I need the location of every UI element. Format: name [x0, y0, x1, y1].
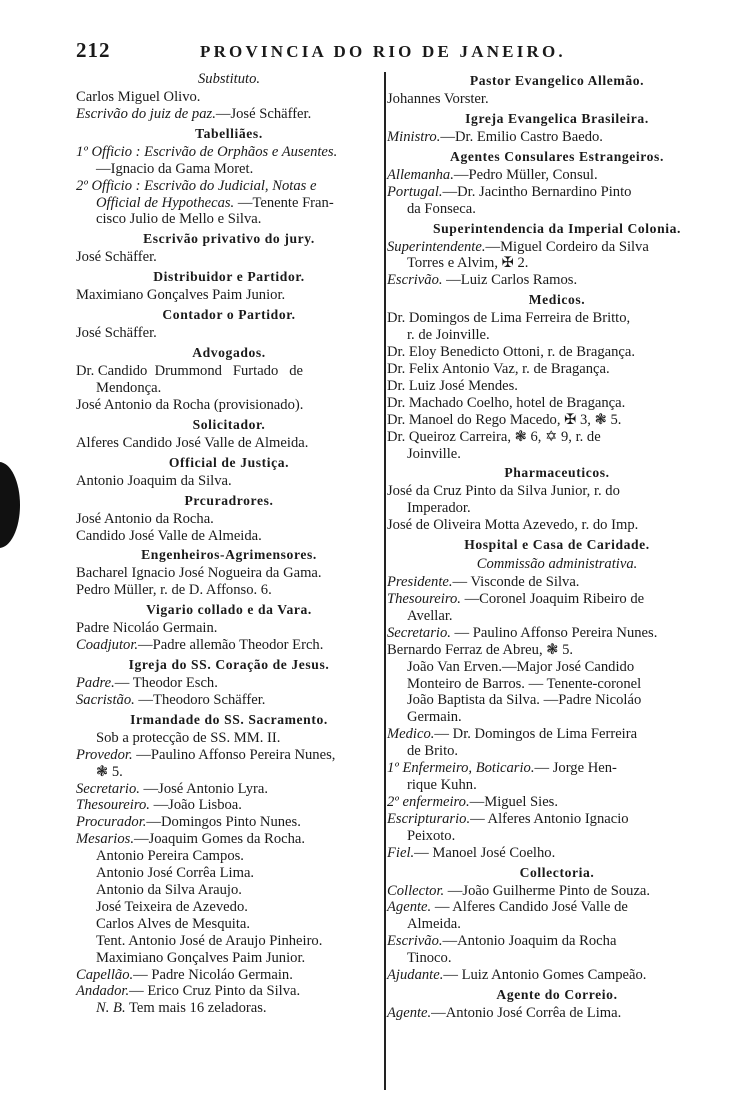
entry-line — [387, 184, 727, 201]
entry-role: Ministro. — [387, 128, 441, 145]
entry-role: Thesoureiro. — [387, 591, 461, 608]
entry-line — [76, 967, 382, 984]
entry-text: Pedro Müller, r. de D. Affonso. 6. — [76, 582, 272, 599]
entry-role: Presidente. — [387, 574, 453, 591]
entry-line — [76, 747, 382, 764]
page-number: 212 — [76, 38, 111, 62]
entry-line — [387, 201, 727, 218]
entry-line — [387, 933, 727, 950]
entry-line — [387, 361, 727, 378]
entry-line — [387, 500, 727, 517]
entry-text: Antonio José Corrêa Lima. — [96, 865, 255, 882]
entry-text: —José Schäffer. — [215, 105, 312, 122]
entry-line — [387, 743, 727, 760]
entry-text: —João Lisboa. — [149, 797, 242, 814]
section-heading: Pharmaceuticos. — [504, 465, 610, 481]
entry-line — [76, 195, 382, 212]
entry-text: —José Antonio Lyra. — [139, 780, 268, 797]
entry-text: Antonio da Silva Araujo. — [96, 882, 242, 898]
entry-text: Carlos Alves de Mesquita. — [96, 915, 251, 932]
entry-text: —Joaquim Gomes da Rocha. — [133, 831, 306, 848]
entry-line — [76, 983, 382, 1000]
section-heading: Prcuradrores. — [184, 492, 274, 508]
entry-text: —Coronel Joaquim Ribeiro de — [460, 591, 645, 608]
section-heading: Distribuidor e Partidor. — [153, 269, 305, 285]
entry-line — [76, 211, 382, 228]
entry-text: Dr. Domingos de Lima Ferreira de Britto, — [387, 310, 631, 327]
entry-line — [387, 692, 727, 709]
entry-role: Agente. — [387, 1004, 432, 1021]
entry-text: Maximiano Gonçalves Paim Junior. — [76, 287, 286, 304]
entry-text: —Luiz Carlos Ramos. — [442, 272, 578, 289]
entry-role: Escrivão. — [387, 272, 443, 289]
entry-text: Dr. Candido Drummond Furtado de — [76, 363, 303, 380]
entry-text: Dr. Felix Antonio Vaz, r. de Bragança. — [387, 360, 610, 377]
entry-line — [76, 933, 382, 950]
entry-text: —Paulino Affonso Pereira Nunes, — [132, 746, 336, 763]
entry-role: 1º Officio : Escrivão de Orphãos e Ausentes. — [76, 143, 338, 160]
section-heading: Advogados. — [192, 345, 266, 361]
entry-line — [76, 511, 382, 528]
section-heading: Escrivão privativo do jury. — [143, 231, 315, 247]
entry-role: Escrivão do juiz de paz. — [76, 105, 216, 122]
entry-text: — Alferes Antonio Ignacio — [470, 810, 629, 827]
entry-line — [387, 608, 727, 625]
entry-text: José Schäffer. — [76, 325, 157, 342]
entry-role: N. B. — [96, 1000, 126, 1017]
entry-line — [76, 831, 382, 848]
section-subheading: Substituto. — [197, 71, 261, 87]
entry-text: Candido José Valle de Almeida. — [76, 527, 262, 544]
entry-text: —João Guilherme Pinto de Souza. — [444, 882, 651, 899]
entry-line — [76, 161, 382, 178]
entry-line — [76, 797, 382, 814]
entry-line — [387, 916, 727, 933]
entry-line — [76, 848, 382, 865]
entry-role: 2º enfermeiro. — [387, 793, 470, 810]
entry-line — [387, 167, 727, 184]
section-subheading: Commissão administrativa. — [476, 556, 638, 573]
entry-text: — Luiz Antonio Gomes Campeão. — [443, 967, 647, 984]
entry-text: Germain. — [407, 709, 462, 726]
entry-role: Andador. — [76, 983, 130, 1000]
entry-line — [387, 899, 727, 916]
entry-line — [76, 916, 382, 933]
section-heading: Tabelliães. — [195, 125, 263, 141]
section-heading: Medicos. — [528, 292, 586, 308]
entry-text: Carlos Miguel Olivo. — [76, 89, 201, 105]
entry-text: — Manoel José Coelho. — [414, 844, 556, 861]
entry-line — [387, 950, 727, 967]
entry-role: Allemanha. — [387, 166, 454, 183]
entry-role: 2º Officio : Escrivão do Judicial, Notas e — [76, 177, 317, 194]
entry-line — [387, 642, 727, 659]
entry-text: — Dr. Domingos de Lima Ferreira — [434, 726, 638, 743]
entry-line — [76, 692, 382, 709]
entry-text: Joinville. — [407, 445, 461, 462]
entry-role: Secretario. — [76, 780, 140, 797]
entry-text: Dr. Machado Coelho, hotel de Bragança. — [387, 394, 626, 411]
entry-line — [76, 582, 382, 599]
entry-line — [387, 483, 727, 500]
entry-role: Provedor. — [76, 746, 133, 763]
entry-text: —Tenente Fran- — [234, 194, 334, 211]
entry-role: Padre. — [76, 675, 115, 692]
entry-text: —Antonio Joaquim da Rocha — [442, 933, 617, 950]
entry-role: Secretario. — [387, 624, 451, 641]
entry-text: Avellar. — [407, 607, 453, 624]
entry-text: — Alferes Candido José Valle de — [431, 899, 628, 916]
section-heading: Pastor Evangelico Allemão. — [469, 73, 645, 88]
binding-shadow — [0, 462, 20, 548]
section-heading: Igreja Evangelica Brasileira. — [465, 110, 649, 126]
entry-line — [387, 378, 727, 395]
entry-line — [387, 129, 727, 146]
entry-line — [387, 255, 727, 272]
entry-text: José da Cruz Pinto da Silva Junior, r. do — [387, 483, 620, 500]
entry-text: Padre Nicoláo Germain. — [76, 620, 218, 637]
entry-text: — Erico Cruz Pinto da Silva. — [129, 983, 301, 1000]
entry-text: Johannes Vorster. — [387, 91, 489, 107]
entry-line — [387, 659, 727, 676]
entry-text: José Antonio da Rocha (provisionado). — [76, 396, 304, 413]
entry-line — [76, 764, 382, 781]
entry-role: Fiel. — [387, 844, 415, 861]
entry-text: José Antonio da Rocha. — [76, 510, 214, 527]
entry-line — [76, 178, 382, 195]
entry-role: Capellão. — [76, 966, 134, 983]
entry-text: Bernardo Ferraz de Abreu, ❃ 5. — [387, 641, 574, 658]
entry-text: — Paulino Affonso Pereira Nunes. — [450, 624, 658, 641]
entry-text: Antonio Joaquim da Silva. — [76, 472, 232, 489]
entry-line — [76, 473, 382, 490]
section-heading: Contador o Partidor. — [162, 307, 296, 323]
entry-line — [387, 845, 727, 862]
entry-line — [76, 144, 382, 161]
entry-role: Procurador. — [76, 814, 147, 831]
entry-text: José de Oliveira Motta Azevedo, r. do Imp. — [387, 517, 639, 534]
entry-role: Escripturario. — [387, 810, 471, 827]
entry-line — [387, 310, 727, 327]
entry-line — [76, 950, 382, 967]
entry-text: João Baptista da Silva. —Padre Nicoláo — [407, 692, 642, 709]
entry-line — [76, 865, 382, 882]
entry-role: Sacristão. — [76, 691, 135, 708]
entry-line — [387, 574, 727, 591]
entry-text: Antonio Pereira Campos. — [96, 848, 244, 865]
entry-line — [76, 435, 382, 452]
entry-text: Sob a protecção de SS. MM. II. — [96, 729, 281, 746]
entry-line — [387, 272, 727, 289]
entry-text: —Ignacio da Gama Moret. — [96, 160, 254, 177]
entry-line — [387, 794, 727, 811]
entry-role: Superintendente. — [387, 238, 486, 255]
entry-line — [387, 91, 727, 108]
entry-text: — Jorge Hen- — [534, 760, 617, 777]
entry-text: Torres e Alvim, ✠ 2. — [407, 255, 529, 272]
section-heading: Official de Justiça. — [168, 454, 290, 470]
entry-line — [387, 344, 727, 361]
entry-text: Tem mais 16 zeladoras. — [125, 1000, 267, 1017]
entry-line — [76, 287, 382, 304]
entry-text: Dr. Eloy Benedicto Ottoni, r. de Bragança. — [387, 344, 636, 361]
entry-role: Coadjutor. — [76, 637, 139, 654]
entry-line — [387, 517, 727, 534]
entry-text: cisco Julio de Mello e Silva. — [96, 211, 262, 228]
entry-text: Mendonça. — [96, 379, 162, 396]
entry-text: Monteiro de Barros. — Tenente-coronel — [407, 675, 642, 692]
entry-text: Maximiano Gonçalves Paim Junior. — [96, 949, 306, 966]
entry-line — [387, 709, 727, 726]
left-column — [76, 70, 382, 1017]
entry-line — [387, 883, 727, 900]
entry-line — [387, 591, 727, 608]
entry-text: Imperador. — [407, 500, 471, 517]
entry-text: —Miguel Sies. — [469, 793, 558, 810]
entry-line — [387, 726, 727, 743]
entry-line — [76, 363, 382, 380]
section-heading: Hospital e Casa de Caridade. — [464, 537, 650, 553]
entry-text: José Teixeira de Azevedo. — [96, 898, 248, 915]
entry-text: r. de Joinville. — [407, 327, 490, 344]
entry-role: Thesoureiro. — [76, 797, 150, 814]
entry-role: Portugal. — [387, 183, 443, 200]
entry-text: —Dr. Jacintho Bernardino Pinto — [442, 183, 632, 200]
entry-line — [387, 327, 727, 344]
entry-line — [76, 882, 382, 899]
entry-text: —Miguel Cordeiro da Silva — [485, 238, 649, 255]
section-heading: Collectoria. — [519, 864, 595, 880]
entry-line — [76, 397, 382, 414]
entry-text: —Domingos Pinto Nunes. — [146, 814, 301, 831]
entry-line — [387, 1005, 727, 1022]
entry-role: Official de Hypothecas. — [96, 194, 235, 211]
entry-line — [76, 1000, 382, 1017]
section-heading: Agente do Correio. — [496, 986, 618, 1002]
entry-line — [76, 380, 382, 397]
entry-role: 1º Enfermeiro, Boticario. — [387, 760, 535, 777]
column-divider — [384, 72, 386, 1090]
entry-line — [76, 899, 382, 916]
section-heading: Engenheiros-Agrimensores. — [141, 547, 317, 563]
entry-line — [387, 760, 727, 777]
entry-text: ❃ 5. — [96, 763, 123, 780]
entry-line — [76, 637, 382, 654]
entry-text: da Fonseca. — [407, 200, 476, 217]
entry-line — [76, 675, 382, 692]
entry-line — [387, 429, 727, 446]
entry-text: —Pedro Müller, Consul. — [453, 166, 598, 183]
entry-role: Escrivão. — [387, 933, 443, 950]
entry-line — [387, 446, 727, 463]
entry-line — [76, 89, 382, 106]
entry-line — [76, 249, 382, 266]
entry-line — [76, 565, 382, 582]
entry-text: —Theodoro Schäffer. — [134, 691, 266, 708]
section-heading: Vigario collado e da Vara. — [146, 602, 312, 618]
entry-text: — Theodor Esch. — [114, 675, 218, 692]
entry-text: Bacharel Ignacio José Nogueira da Gama. — [76, 565, 322, 582]
section-heading: Irmandade do SS. Sacramento. — [130, 711, 328, 727]
entry-line — [387, 395, 727, 412]
entry-role: Ajudante. — [387, 967, 444, 984]
entry-line — [76, 528, 382, 545]
entry-line — [387, 625, 727, 642]
entry-text: Peixoto. — [407, 827, 456, 844]
entry-line — [387, 828, 727, 845]
entry-line — [387, 676, 727, 693]
entry-role: Collector. — [387, 882, 445, 899]
entry-text: João Van Erven.—Major José Candido — [407, 658, 635, 675]
entry-text: — Padre Nicoláo Germain. — [133, 966, 293, 983]
entry-line — [76, 781, 382, 798]
entry-line — [387, 777, 727, 794]
entry-line — [76, 814, 382, 831]
entry-text: — Visconde de Silva. — [452, 574, 580, 591]
entry-text: Dr. Luiz José Mendes. — [387, 377, 518, 394]
entry-line — [387, 412, 727, 429]
section-heading: Solicitador. — [192, 416, 266, 432]
entry-text: Alferes Candido José Valle de Almeida. — [76, 434, 309, 451]
entry-role: Medico. — [387, 726, 435, 743]
entry-role: Agente. — [387, 899, 432, 916]
entry-line — [76, 325, 382, 342]
page-title: PROVINCIA DO RIO DE JANEIRO. — [200, 42, 566, 61]
right-column — [387, 70, 727, 1022]
entry-text: Dr. Queiroz Carreira, ❃ 6, ✡ 9, r. de — [387, 428, 601, 445]
entry-line — [76, 730, 382, 747]
section-heading: Superintendencia da Imperial Colonia. — [432, 220, 682, 236]
entry-text: —Dr. Emilio Castro Baedo. — [440, 128, 603, 145]
entry-line — [387, 967, 727, 984]
entry-text: rique Kuhn. — [407, 777, 477, 793]
entry-text: Tent. Antonio José de Araujo Pinheiro. — [96, 932, 323, 949]
entry-line — [387, 811, 727, 828]
entry-text: José Schäffer. — [76, 249, 157, 266]
entry-role: Mesarios. — [76, 831, 134, 848]
section-heading: Igreja do SS. Coração de Jesus. — [128, 657, 330, 673]
section-heading: Agentes Consulares Estrangeiros. — [450, 148, 664, 164]
entry-text: —Padre allemão Theodor Erch. — [138, 637, 324, 654]
entry-line — [387, 239, 727, 256]
entry-text: Almeida. — [407, 916, 461, 933]
entry-line — [76, 620, 382, 637]
entry-text: Tinoco. — [407, 950, 452, 967]
entry-text: Dr. Manoel do Rego Macedo, ✠ 3, ❃ 5. — [387, 411, 622, 428]
entry-text: —Antonio José Corrêa de Lima. — [431, 1004, 622, 1021]
entry-text: de Brito. — [407, 743, 459, 760]
entry-line — [76, 106, 382, 123]
